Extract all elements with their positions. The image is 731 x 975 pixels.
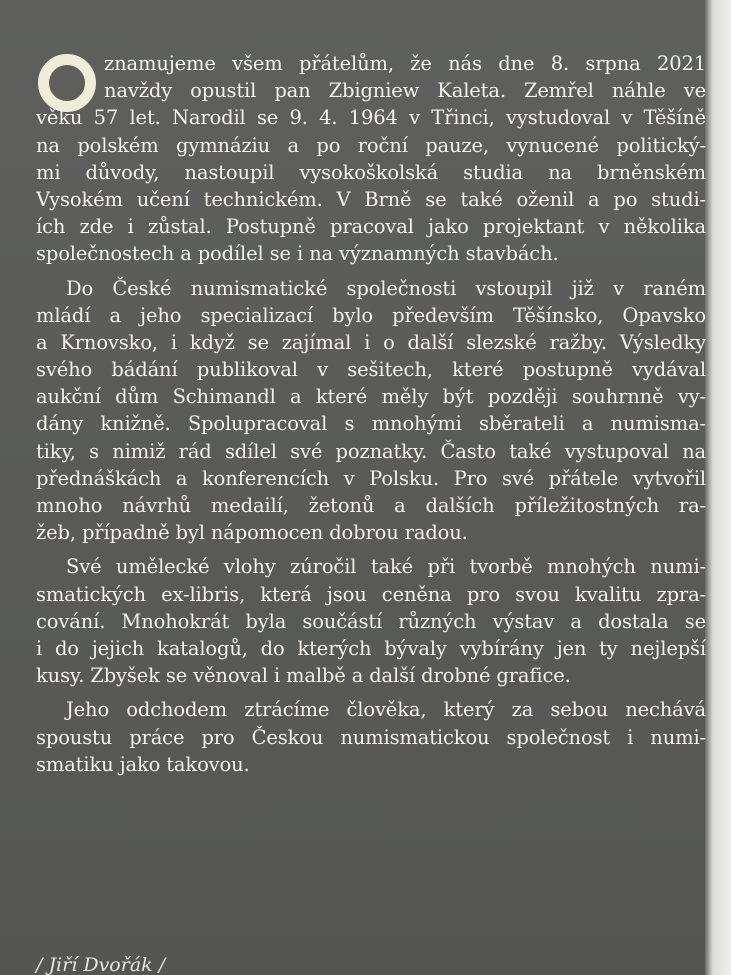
text-line: kusy. Zbyšek se věnoval i malbě a další drobné grafice.: [36, 664, 571, 688]
text-line: smatických ex-libris, která jsou ceněna pro svou kvalitu zpra-: [36, 582, 706, 606]
text-line: dány knižně. Spolupracoval s mnohými sběrateli a numisma-: [36, 412, 706, 436]
text-line: věku 57 let. Narodil se 9. 4. 1964 v Třinci, vystudoval v Těšíně: [36, 106, 706, 130]
text-line: svého bádání publikoval v sešitech, které postupně vydával: [36, 358, 706, 382]
text-line: aukční dům Schimandl a které měly být později souhrnně vy-: [36, 385, 706, 409]
text-line: navždy opustil pan Zbigniew Kaleta. Zemřel náhle ve: [104, 79, 706, 103]
text-line: i do jejich katalogů, do kterých bývaly vybírány jen ty nejlepší: [36, 636, 706, 660]
text-line: Své umělecké vlohy zúročil také při tvorbě mnohých numi-: [66, 555, 706, 579]
paragraph-2: [36, 275, 706, 547]
text-line: a Krnovsko, i když se zajímal i o další slezské ražby. Výsledky: [36, 330, 706, 354]
paragraph-3: [36, 553, 706, 689]
text-line: ích zde i zůstal. Postupně pracoval jako projektant v několika: [36, 215, 706, 239]
text-line: znamujeme všem přátelům, že nás dne 8. srpna 2021: [104, 52, 706, 75]
text-line: smatiku jako takovou.: [36, 752, 250, 776]
text-line: na polském gymnáziu a po roční pauze, vynucené politický-: [36, 133, 706, 157]
adjacent-page-edge: [705, 0, 731, 975]
text-line: mnoho návrhů medailí, žetonů a dalších příležitostných ra-: [36, 494, 706, 517]
text-line: mládí a jeho specializací bylo především Těšínsko, Opavsko: [36, 303, 706, 327]
text-line: Do České numismatické společnosti vstoupil již v raném: [66, 276, 706, 300]
text-line: Jeho odchodem ztrácíme člověka, který za sebou nechává: [66, 698, 706, 722]
text-line: žeb, případně byl nápomocen dobrou radou.: [36, 521, 468, 545]
text-line: spoustu práce pro Českou numismatickou společnost i numi-: [36, 725, 706, 749]
text-line: mi důvody, nastoupil vysokoškolská studia na brněnském: [36, 160, 706, 184]
author-signature: / Jiří Dvořák /: [36, 954, 166, 975]
text-line: přednáškách a konferencích v Polsku. Pro své přátele vytvořil: [36, 466, 706, 490]
text-line: společnostech a podílel se i na významných stavbách.: [36, 242, 559, 266]
text-line: tiky, s nimiž rád sdílel své poznatky. Často také vystupoval na: [36, 439, 706, 463]
paragraph-1: [36, 50, 706, 268]
paragraph-4: [36, 696, 706, 778]
text-line: cování. Mnohokrát byla součástí různých výstav a dostala se: [36, 609, 706, 633]
text-line: Vysokém učení technickém. V Brně se také oženil a po studi-: [36, 187, 706, 211]
obituary-text: [36, 50, 706, 785]
